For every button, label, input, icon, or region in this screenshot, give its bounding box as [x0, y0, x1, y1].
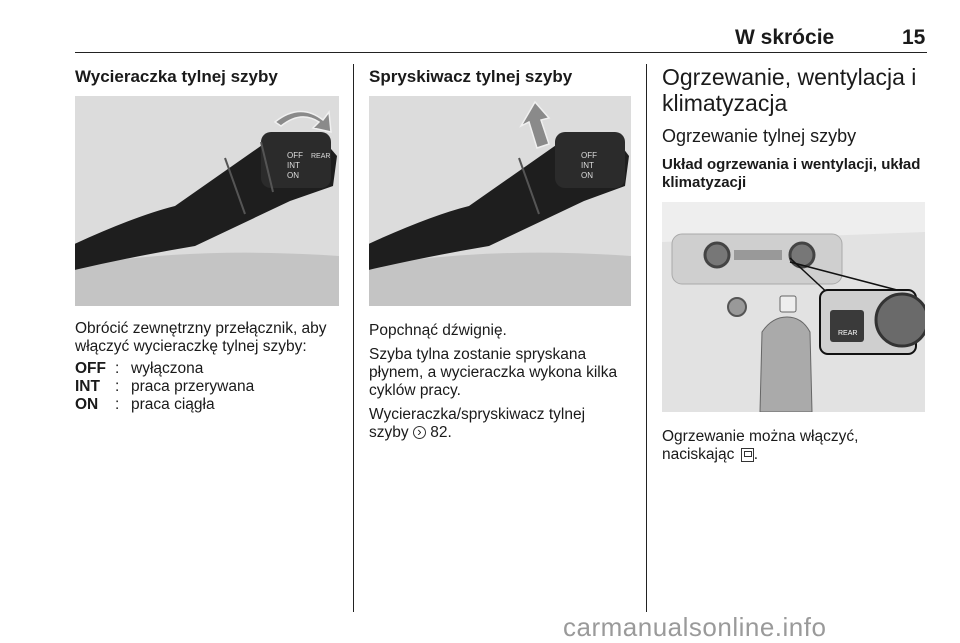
- svg-text:ON: ON: [581, 171, 593, 180]
- rear-washer-figure: [369, 96, 631, 306]
- rear-wiper-heading: Wycieraczka tylnej szyby: [75, 67, 278, 86]
- hvac-panel-figure: [662, 202, 925, 412]
- svg-text:OFF: OFF: [581, 151, 597, 160]
- column-divider-2: [646, 64, 647, 612]
- wiper-mode-list: [75, 360, 254, 414]
- rear-washer-heading: Spryskiwacz tylnej szyby: [369, 67, 573, 86]
- wiper-lever-icon: [75, 96, 339, 306]
- rear-wiper-figure: [75, 96, 339, 306]
- wiper-mode-off: OFF : wyłączona: [75, 360, 204, 377]
- arrow-ref-icon: ›: [413, 426, 426, 439]
- page-number: 15: [902, 26, 926, 49]
- header-divider: [75, 52, 927, 53]
- column-divider-1: [353, 64, 354, 612]
- rear-wiper-instructions: Obrócić zewnętrzny przełącznik, aby włączyć wycieraczkę tylnej szyby:: [75, 320, 327, 355]
- rear-defrost-icon: [830, 310, 864, 342]
- hvac-heading-line1: Ogrzewanie, wentylacja i: [662, 64, 917, 90]
- svg-text:REAR: REAR: [838, 330, 858, 337]
- rear-defrost-caption-line1: Ogrzewanie można włączyć,: [662, 428, 859, 445]
- rear-washer-reference: Wycieraczka/spryskiwacz tylnej szyby › 82.: [369, 406, 586, 441]
- svg-text:INT: INT: [581, 161, 594, 170]
- wiper-mode-int: INT : praca przerywana: [75, 378, 255, 395]
- watermark: carmanualsonline.info: [563, 612, 827, 642]
- wiper-lever-icon: [369, 96, 631, 306]
- hvac-system-heading-line1: Układ ogrzewania i wentylacji, układ: [662, 156, 921, 173]
- rear-washer-description: Szyba tylna zostanie spryskana płynem, a wycieraczka wykona kilka cyklów pracy.: [369, 346, 618, 399]
- hvac-system-heading-line2: klimatyzacji: [662, 174, 747, 191]
- svg-text:REAR: REAR: [311, 153, 331, 160]
- page-reference-link[interactable]: 82.: [430, 424, 452, 441]
- running-header-title: W skrócie: [735, 26, 835, 49]
- svg-text:OFF: OFF: [287, 151, 303, 160]
- svg-text:INT: INT: [287, 161, 300, 170]
- rear-defrost-heading: Ogrzewanie tylnej szyby: [662, 126, 857, 146]
- rear-defrost-icon: [741, 448, 754, 462]
- rear-washer-step: Popchnąć dźwignię.: [369, 322, 507, 339]
- svg-text:ON: ON: [287, 171, 299, 180]
- wiper-mode-on: ON : praca ciągła: [75, 396, 215, 413]
- rear-defrost-caption-line2: naciskając .: [662, 446, 758, 463]
- hvac-heading-line2: klimatyzacja: [662, 90, 788, 116]
